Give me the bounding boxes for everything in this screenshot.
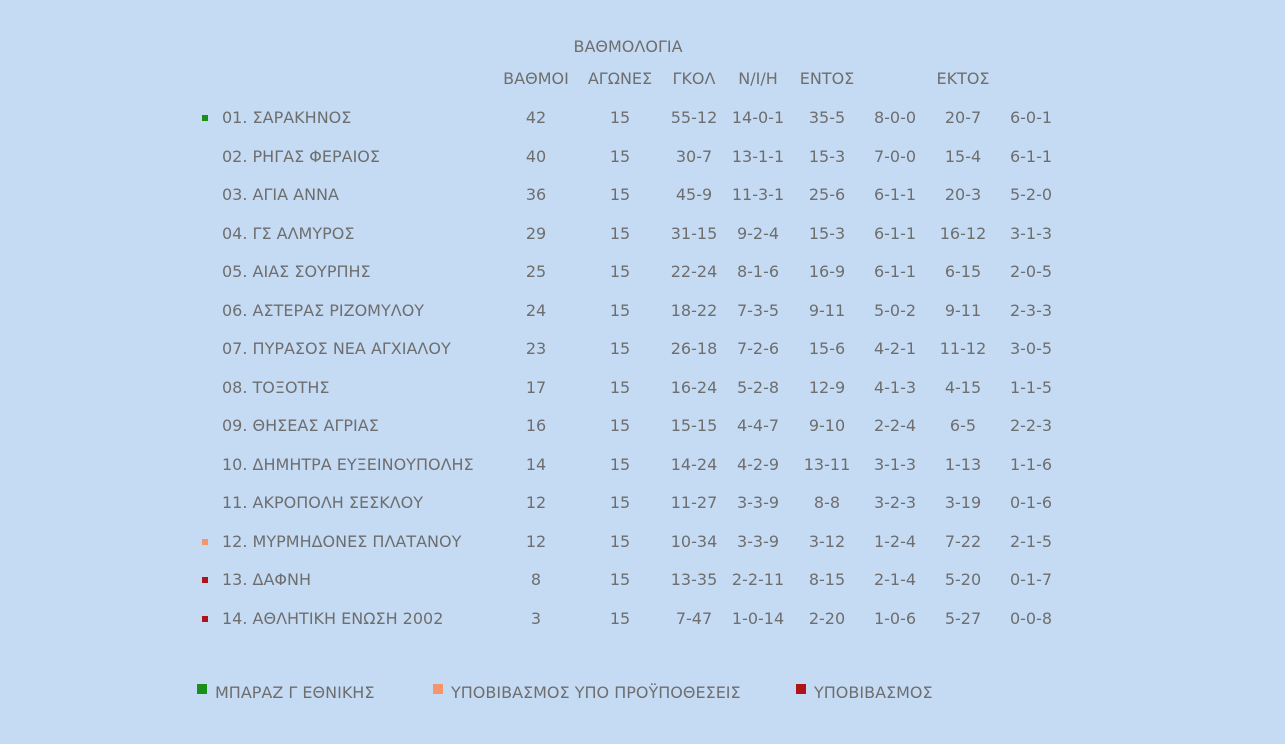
table-row <box>0 107 1285 137</box>
status-marker-promotion <box>202 115 208 121</box>
legend-relegation <box>796 682 933 704</box>
cell-wdl: 4-2-9 <box>736 454 780 474</box>
cell-goals: 45-9 <box>675 185 713 204</box>
table-title: ΒΑΘΜΟΛΟΓΙΑ <box>573 37 683 56</box>
cell-home-wdl: 2-1-4 <box>873 570 917 589</box>
legend-relegation-swatch <box>796 684 806 694</box>
cell-goals: 10-34 <box>670 531 718 551</box>
cell-home-goals: 2-20 <box>808 608 846 628</box>
cell-wdl: 14-0-1 <box>731 108 785 127</box>
header-played: ΑΓΩΝΕΣ <box>587 69 653 88</box>
team-name: 13. ΔΑΦΝΗ <box>222 570 312 589</box>
cell-goals: 31-15 <box>670 223 718 243</box>
cell-home-wdl: 6-1-1 <box>873 262 917 281</box>
cell-away-goals: 5-27 <box>944 608 982 628</box>
table-row <box>0 492 1285 522</box>
cell-points: 3 <box>530 608 542 628</box>
cell-goals: 14-24 <box>670 454 718 474</box>
cell-home-goals: 15-3 <box>808 146 846 166</box>
cell-wdl: 1-0-14 <box>731 608 785 628</box>
cell-played: 15 <box>609 454 631 474</box>
header-home: ΕΝΤΟΣ <box>799 69 855 88</box>
cell-home-wdl: 4-2-1 <box>873 339 917 358</box>
status-marker-relegation <box>202 616 208 622</box>
cell-away-goals: 16-12 <box>939 223 987 243</box>
table-row <box>0 569 1285 599</box>
cell-points: 8 <box>530 570 542 589</box>
status-marker-conditional <box>202 539 208 545</box>
legend-relegation-label: ΥΠΟΒΙΒΑΣΜΟΣ <box>814 683 933 702</box>
cell-home-wdl: 6-1-1 <box>873 223 917 243</box>
cell-home-wdl: 1-0-6 <box>873 608 917 628</box>
team-name: 12. ΜΥΡΜΗΔΟΝΕΣ ΠΛΑΤΑΝΟΥ <box>222 531 462 551</box>
cell-home-goals: 8-8 <box>813 493 841 512</box>
table-row <box>0 146 1285 176</box>
team-name: 07. ΠΥΡΑΣΟΣ ΝΕΑ ΑΓΧΙΑΛΟΥ <box>222 339 451 358</box>
cell-away-goals: 11-12 <box>939 339 987 358</box>
cell-away-goals: 15-4 <box>944 146 982 166</box>
cell-away-wdl: 2-2-3 <box>1009 416 1053 435</box>
table-row <box>0 608 1285 638</box>
team-name: 05. ΑΙΑΣ ΣΟΥΡΠΗΣ <box>222 262 371 281</box>
cell-away-goals: 6-15 <box>944 262 982 281</box>
cell-wdl: 8-1-6 <box>736 262 780 281</box>
cell-home-goals: 35-5 <box>808 108 846 127</box>
legend-conditional <box>433 682 741 704</box>
cell-points: 12 <box>525 493 547 512</box>
header-wdl: Ν/Ι/Η <box>738 69 778 88</box>
cell-played: 15 <box>609 493 631 512</box>
table-row <box>0 377 1285 407</box>
cell-home-wdl: 1-2-4 <box>873 531 917 551</box>
cell-goals: 11-27 <box>670 493 718 512</box>
legend-promotion-swatch <box>197 684 207 694</box>
cell-home-goals: 15-3 <box>808 223 846 243</box>
cell-away-wdl: 2-3-3 <box>1009 300 1053 320</box>
table-row <box>0 261 1285 291</box>
cell-wdl: 11-3-1 <box>731 185 785 204</box>
table-row <box>0 338 1285 368</box>
cell-goals: 22-24 <box>670 262 718 281</box>
cell-home-goals: 16-9 <box>808 262 846 281</box>
team-name: 08. ΤΟΞΟΤΗΣ <box>222 377 330 397</box>
cell-points: 29 <box>525 223 547 243</box>
cell-played: 15 <box>609 223 631 243</box>
cell-away-goals: 6-5 <box>949 416 977 435</box>
cell-away-wdl: 0-1-6 <box>1009 493 1053 512</box>
cell-goals: 18-22 <box>670 300 718 320</box>
cell-points: 40 <box>525 146 547 166</box>
table-row <box>0 415 1285 445</box>
cell-wdl: 7-2-6 <box>736 339 780 358</box>
cell-home-wdl: 3-1-3 <box>873 454 917 474</box>
cell-away-wdl: 2-0-5 <box>1009 262 1053 281</box>
status-marker-relegation <box>202 577 208 583</box>
cell-away-wdl: 0-0-8 <box>1009 608 1053 628</box>
cell-home-goals: 12-9 <box>808 377 846 397</box>
cell-points: 36 <box>525 185 547 204</box>
legend-promotion <box>197 682 374 704</box>
cell-away-goals: 20-7 <box>944 108 982 127</box>
cell-home-goals: 13-11 <box>803 454 851 474</box>
cell-goals: 30-7 <box>675 146 713 166</box>
team-name: 09. ΘΗΣΕΑΣ ΑΓΡΙΑΣ <box>222 416 379 435</box>
cell-played: 15 <box>609 608 631 628</box>
team-name: 03. ΑΓΙΑ ΑΝΝΑ <box>222 185 339 204</box>
table-row <box>0 184 1285 214</box>
cell-goals: 16-24 <box>670 377 718 397</box>
cell-goals: 7-47 <box>675 608 713 628</box>
cell-points: 42 <box>525 108 547 127</box>
cell-away-goals: 7-22 <box>944 531 982 551</box>
cell-home-goals: 3-12 <box>808 531 846 551</box>
cell-points: 25 <box>525 262 547 281</box>
legend-conditional-swatch <box>433 684 443 694</box>
cell-home-wdl: 6-1-1 <box>873 185 917 204</box>
cell-home-wdl: 2-2-4 <box>873 416 917 435</box>
cell-home-goals: 9-10 <box>808 416 846 435</box>
legend-conditional-label: ΥΠΟΒΙΒΑΣΜΟΣ ΥΠΟ ΠΡΟΫΠΟΘΕΣΕΙΣ <box>451 683 741 702</box>
cell-home-wdl: 3-2-3 <box>873 493 917 512</box>
cell-away-goals: 9-11 <box>944 300 982 320</box>
cell-wdl: 3-3-9 <box>736 493 780 512</box>
cell-home-goals: 8-15 <box>808 570 846 589</box>
header-goals: ΓΚΟΛ <box>672 69 716 88</box>
team-name: 10. ΔΗΜΗΤΡΑ ΕΥΞΕΙΝΟΥΠΟΛΗΣ <box>222 454 474 474</box>
cell-goals: 15-15 <box>670 416 718 435</box>
cell-points: 14 <box>525 454 547 474</box>
cell-away-goals: 20-3 <box>944 185 982 204</box>
cell-played: 15 <box>609 531 631 551</box>
cell-points: 17 <box>525 377 547 397</box>
cell-away-wdl: 3-1-3 <box>1009 223 1053 243</box>
cell-points: 12 <box>525 531 547 551</box>
cell-home-goals: 25-6 <box>808 185 846 204</box>
cell-away-wdl: 3-0-5 <box>1009 339 1053 358</box>
cell-home-wdl: 4-1-3 <box>873 377 917 397</box>
cell-wdl: 13-1-1 <box>731 146 785 166</box>
cell-played: 15 <box>609 185 631 204</box>
cell-played: 15 <box>609 108 631 127</box>
cell-away-wdl: 0-1-7 <box>1009 570 1053 589</box>
cell-wdl: 4-4-7 <box>736 416 780 435</box>
cell-points: 23 <box>525 339 547 358</box>
cell-wdl: 9-2-4 <box>736 223 780 243</box>
table-row <box>0 223 1285 253</box>
team-name: 01. ΣΑΡΑΚΗΝΟΣ <box>222 108 352 127</box>
cell-away-wdl: 2-1-5 <box>1009 531 1053 551</box>
team-name: 04. ΓΣ ΑΛΜΥΡΟΣ <box>222 223 355 243</box>
cell-played: 15 <box>609 339 631 358</box>
cell-played: 15 <box>609 570 631 589</box>
cell-away-goals: 4-15 <box>944 377 982 397</box>
cell-goals: 55-12 <box>670 108 718 127</box>
cell-away-wdl: 1-1-6 <box>1009 454 1053 474</box>
cell-wdl: 7-3-5 <box>736 300 780 320</box>
team-name: 06. ΑΣΤΕΡΑΣ ΡΙΖΟΜΥΛΟΥ <box>222 300 425 320</box>
cell-away-wdl: 6-1-1 <box>1009 146 1053 166</box>
legend-promotion-label: ΜΠΑΡΑΖ Γ ΕΘΝΙΚΗΣ <box>215 683 375 702</box>
cell-home-wdl: 7-0-0 <box>873 146 917 166</box>
cell-away-goals: 3-19 <box>944 493 982 512</box>
cell-played: 15 <box>609 377 631 397</box>
cell-goals: 13-35 <box>670 570 718 589</box>
cell-points: 16 <box>525 416 547 435</box>
cell-home-goals: 9-11 <box>808 300 846 320</box>
cell-wdl: 2-2-11 <box>731 570 785 589</box>
cell-home-goals: 15-6 <box>808 339 846 358</box>
header-points: ΒΑΘΜΟΙ <box>503 69 569 88</box>
cell-goals: 26-18 <box>670 339 718 358</box>
cell-away-wdl: 6-0-1 <box>1009 108 1053 127</box>
team-name: 11. ΑΚΡΟΠΟΛΗ ΣΕΣΚΛΟΥ <box>222 493 424 512</box>
cell-played: 15 <box>609 146 631 166</box>
cell-wdl: 5-2-8 <box>736 377 780 397</box>
header-away: ΕΚΤΟΣ <box>936 69 990 88</box>
cell-played: 15 <box>609 416 631 435</box>
table-row <box>0 300 1285 330</box>
cell-points: 24 <box>525 300 547 320</box>
cell-away-wdl: 1-1-5 <box>1009 377 1053 397</box>
cell-played: 15 <box>609 300 631 320</box>
cell-away-goals: 1-13 <box>944 454 982 474</box>
team-name: 02. ΡΗΓΑΣ ΦΕΡΑΙΟΣ <box>222 146 380 166</box>
team-name: 14. ΑΘΛΗΤΙΚΗ ΕΝΩΣΗ 2002 <box>222 608 444 628</box>
cell-away-wdl: 5-2-0 <box>1009 185 1053 204</box>
cell-away-goals: 5-20 <box>944 570 982 589</box>
cell-home-wdl: 8-0-0 <box>873 108 917 127</box>
cell-played: 15 <box>609 262 631 281</box>
table-row <box>0 531 1285 561</box>
cell-wdl: 3-3-9 <box>736 531 780 551</box>
table-row <box>0 454 1285 484</box>
cell-home-wdl: 5-0-2 <box>873 300 917 320</box>
